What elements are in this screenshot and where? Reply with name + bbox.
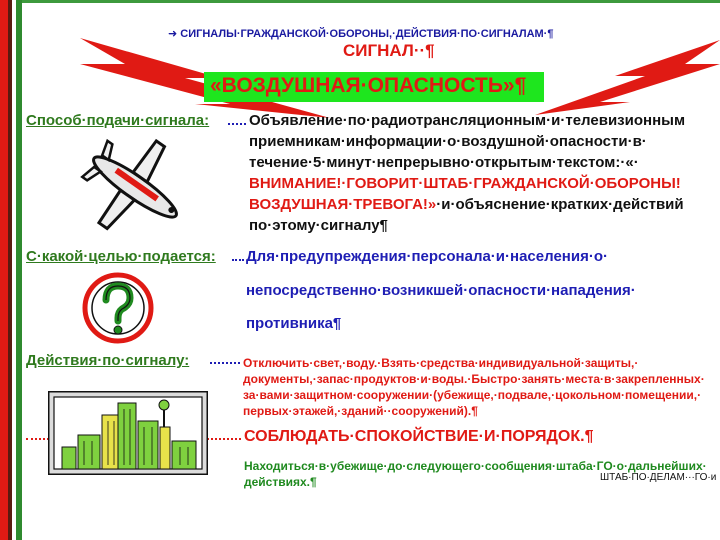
footer-signature: ШТАБ·ПО·ДЕЛАМ···ГО·и [600,472,717,483]
actions-dots [210,362,240,364]
alarm-line-1: ВНИМАНИЕ!·ГОВОРИТ·ШТАБ·ГРАЖДАНСКОЙ·ОБОРОНЫ! [249,175,681,192]
actions-line-1: Отключить·свет,·воду.·Взять·средства·индивидуальной·защиты,· [243,356,639,370]
actions-line-3: за·вами·защитном·сооружении·(убежище,·подвале,·цокольном·помещении,· [243,388,702,402]
method-label: Способ·подачи·сигнала: [26,112,210,129]
lightning-bolt-icon [535,40,720,115]
signal-heading: СИГНАЛ··¶ [343,41,435,60]
stay-line-1: Находиться·в·убежище·до·следующего·сообщения·штаба·ГО·о·дальнейших· [244,459,707,473]
purpose-line-1: Для·предупреждения·персонала·и·населения·о· [246,248,608,265]
frame-red-stripe [0,0,8,540]
actions-label: Действия·по·сигналу: [26,352,190,369]
page-title-text: СИГНАЛЫ·ГРАЖДАНСКОЙ·ОБОРОНЫ,·ДЕЙСТВИЯ·ПО·СИГНАЛАМ·¶ [180,28,554,40]
method-last-line: по·этому·сигналу¶ [249,217,388,234]
method-line-2: приемникам·информации·о·воздушной·опасности·в· [249,133,647,150]
frame-top-line [22,0,720,3]
alarm-line-2 [249,194,684,215]
city-skyline-icon [48,391,208,475]
question-mark-icon [82,270,154,346]
purpose-dots [232,259,244,261]
purpose-line-2: непосредственно·возникшей·опасности·нападения· [246,282,636,299]
alarm-line-2-red: ВОЗДУШНАЯ·ТРЕВОГА!» [249,196,437,213]
calm-instruction: СОБЛЮДАТЬ·СПОКОЙСТВИЕ·И·ПОРЯДОК.¶ [244,428,594,445]
stay-line-2: действиях.¶ [244,475,317,489]
method-line-1: Объявление·по·радиотрансляционным·и·телевизионным [249,112,686,129]
frame-green-stripe [16,0,22,540]
alert-title: «ВОЗДУШНАЯ·ОПАСНОСТЬ»¶ [210,74,527,97]
actions-line-2: документы,·запас·продуктов·и·воды.·Быстро·занять·места·в·закрепленных· [243,372,705,386]
arrow-icon: ➜ [168,28,178,40]
purpose-label: С·какой·целью·подается: [26,248,216,265]
method-line-3: течение·5·минут·непрерывно·открытым·текстом:·«· [249,154,639,171]
actions-line-4: первых·этажей,·зданий··сооружений).¶ [243,404,478,418]
alarm-line-2-black: ·и·объяснение·кратких·действий [436,196,684,213]
purpose-line-3: противника¶ [246,315,342,332]
airplane-icon [80,135,190,240]
method-dots [228,123,246,125]
